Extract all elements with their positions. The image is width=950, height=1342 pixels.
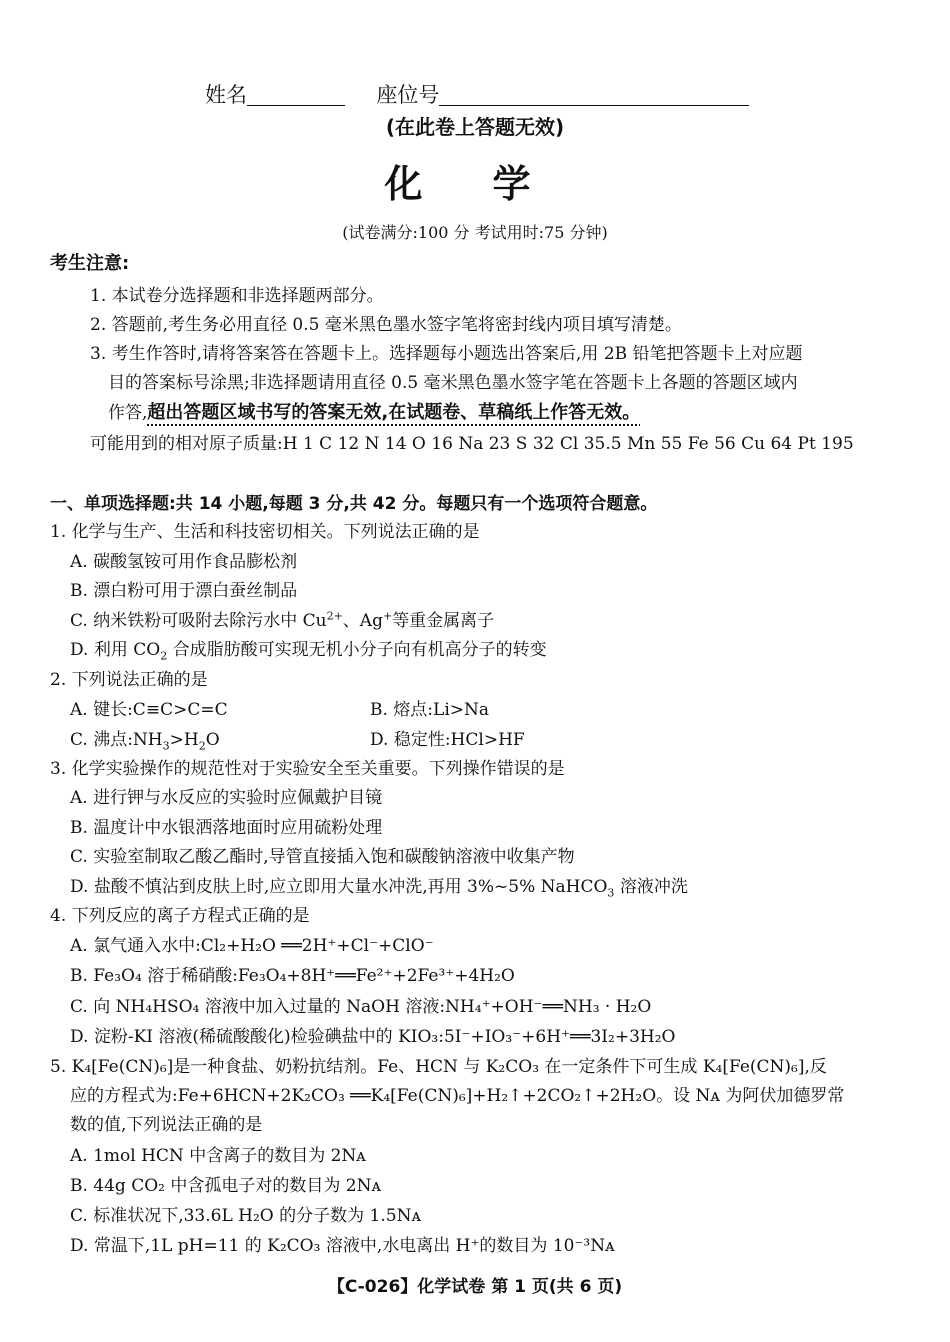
q5-option-c: C. 标准状况下,33.6L H₂O 的分子数为 1.5Nᴀ [70,1206,422,1226]
q1-option-b: B. 漂白粉可用于漂白蚕丝制品 [70,581,298,601]
q5-option-a: A. 1mol HCN 中含离子的数目为 2Nᴀ [70,1146,366,1166]
q3-option-c: C. 实验室制取乙酸乙酯时,导管直接插入饱和碳酸钠溶液中收集产物 [70,847,575,867]
q1-option-c: C. 纳米铁粉可吸附去除污水中 $Cu^{2+}$、Ag+等重金属离子 [70,609,495,631]
q5-option-d: D. 常温下,1L pH=11 的 K₂CO₃ 溶液中,水电离出 H⁺的数目为 10⁻³Nᴀ [70,1236,615,1256]
q1-option-a: A. 碳酸氢铵可用作食品膨松剂 [70,552,298,572]
q4-option-b: B. Fe₃O₄ 溶于稀硝酸:Fe₃O₄+8H⁺══Fe²⁺+2Fe³⁺+4H₂O [70,966,515,986]
note-item: 1. 本试卷分选择题和非选择题两部分。 [90,286,384,306]
question-5-stem-line3: 数的值,下列说法正确的是 [70,1115,263,1135]
note-item: 3. 考生作答时,请将答案答在答题卡上。选择题每小题选出答案后,用 2B 铅笔把答题卡上对应题 [90,344,803,364]
question-3-stem: 3. 化学实验操作的规范性对于实验安全至关重要。下列操作错误的是 [50,759,565,779]
note-item: 2. 答题前,考生务必用直径 0.5 毫米黑色墨水签字笔将密封线内项目填写清楚。 [90,315,682,335]
q3-option-d: D. 盐酸不慎沾到皮肤上时,应立即用大量水冲洗,再用 3%~5% NaHCO$_3$ 溶液冲洗 [70,877,688,900]
q3-option-b: B. 温度计中水银洒落地面时应用硫粉处理 [70,818,383,838]
notes-heading: 考生注意: [50,253,130,274]
name-label: 姓名 [205,83,247,107]
note-item-last [108,402,640,424]
question-5-stem-line2: 应的方程式为:Fe+6HCN+2K₂CO₃ ══K₄[Fe(CN)₆]+H₂↑+2CO₂↑+2H₂O。设 Nᴀ 为阿伏加德罗常 [70,1086,845,1106]
q2-option-c: C. 沸点$:NH_3>H_2O$ [70,730,220,753]
section-heading: 一、单项选择题:共 14 小题,每题 3 分,共 42 分。每题只有一个选项符合题意。 [50,494,658,514]
page-footer: 【C-026】化学试卷 第 1 页(共 6 页) [327,1277,623,1297]
note-item-prefix: 作答, [108,403,148,423]
question-2-stem: 2. 下列说法正确的是 [50,670,208,690]
exam-info: (试卷满分:100 分 考试用时:75 分钟) [342,223,608,242]
note-item: 目的答案标号涂黑;非选择题请用直径 0.5 毫米黑色墨水签字笔在答题卡上各题的答题区域内 [108,373,798,393]
q1-option-d: D. 利用 $CO_2$ 合成脂肪酸可实现无机小分子向有机高分子的转变 [70,640,547,663]
q3-option-a: A. 进行钾与水反应的实验时应佩戴护目镜 [70,788,383,808]
question-5-stem-line1: 5. K₄[Fe(CN)₆]是一种食盐、奶粉抗结剂。Fe、HCN 与 K₂CO₃ 在一定条件下可生成 K₄[Fe(CN)₆],反 [50,1057,827,1077]
name-field[interactable] [247,85,345,106]
invalid-answer-notice: (在此卷上答题无效) [385,115,565,139]
q2-option-b: B. 熔点:Li>Na [370,700,490,720]
q2-option-d: D. 稳定性:HCl>HF [370,730,525,750]
name-seat-row [205,84,749,106]
atomic-masses: 可能用到的相对原子质量:H 1 C 12 N 14 O 16 Na 23 S 32 Cl 35.5 Mn 55 Fe 56 Cu 64 Pt 195 [90,434,854,454]
seat-field[interactable] [439,85,749,106]
q4-option-c: C. 向 NH₄HSO₄ 溶液中加入过量的 NaOH 溶液:NH₄⁺+OH⁻══NH₃ · H₂O [70,997,652,1017]
question-1-stem: 1. 化学与生产、生活和科技密切相关。下列说法正确的是 [50,522,480,542]
question-4-stem: 4. 下列反应的离子方程式正确的是 [50,906,310,926]
q4-option-d: D. 淀粉-KI 溶液(稀硫酸酸化)检验碘盐中的 KIO₃:5I⁻+IO₃⁻+6H⁺══3I₂+3H₂O [70,1027,676,1047]
q5-option-b: B. 44g CO₂ 中含孤电子对的数目为 2Nᴀ [70,1176,382,1196]
note-emphasis: 超出答题区域书写的答案无效,在试题卷、草稿纸上作答无效。 [147,402,641,423]
q2-option-a: A. 键长:C≡C>C=C [70,700,228,720]
seat-label: 座位号 [376,83,440,107]
page-title: 化学 [384,162,601,206]
q4-option-a: A. 氯气通入水中:Cl₂+H₂O ══2H⁺+Cl⁻+ClO⁻ [70,936,434,956]
